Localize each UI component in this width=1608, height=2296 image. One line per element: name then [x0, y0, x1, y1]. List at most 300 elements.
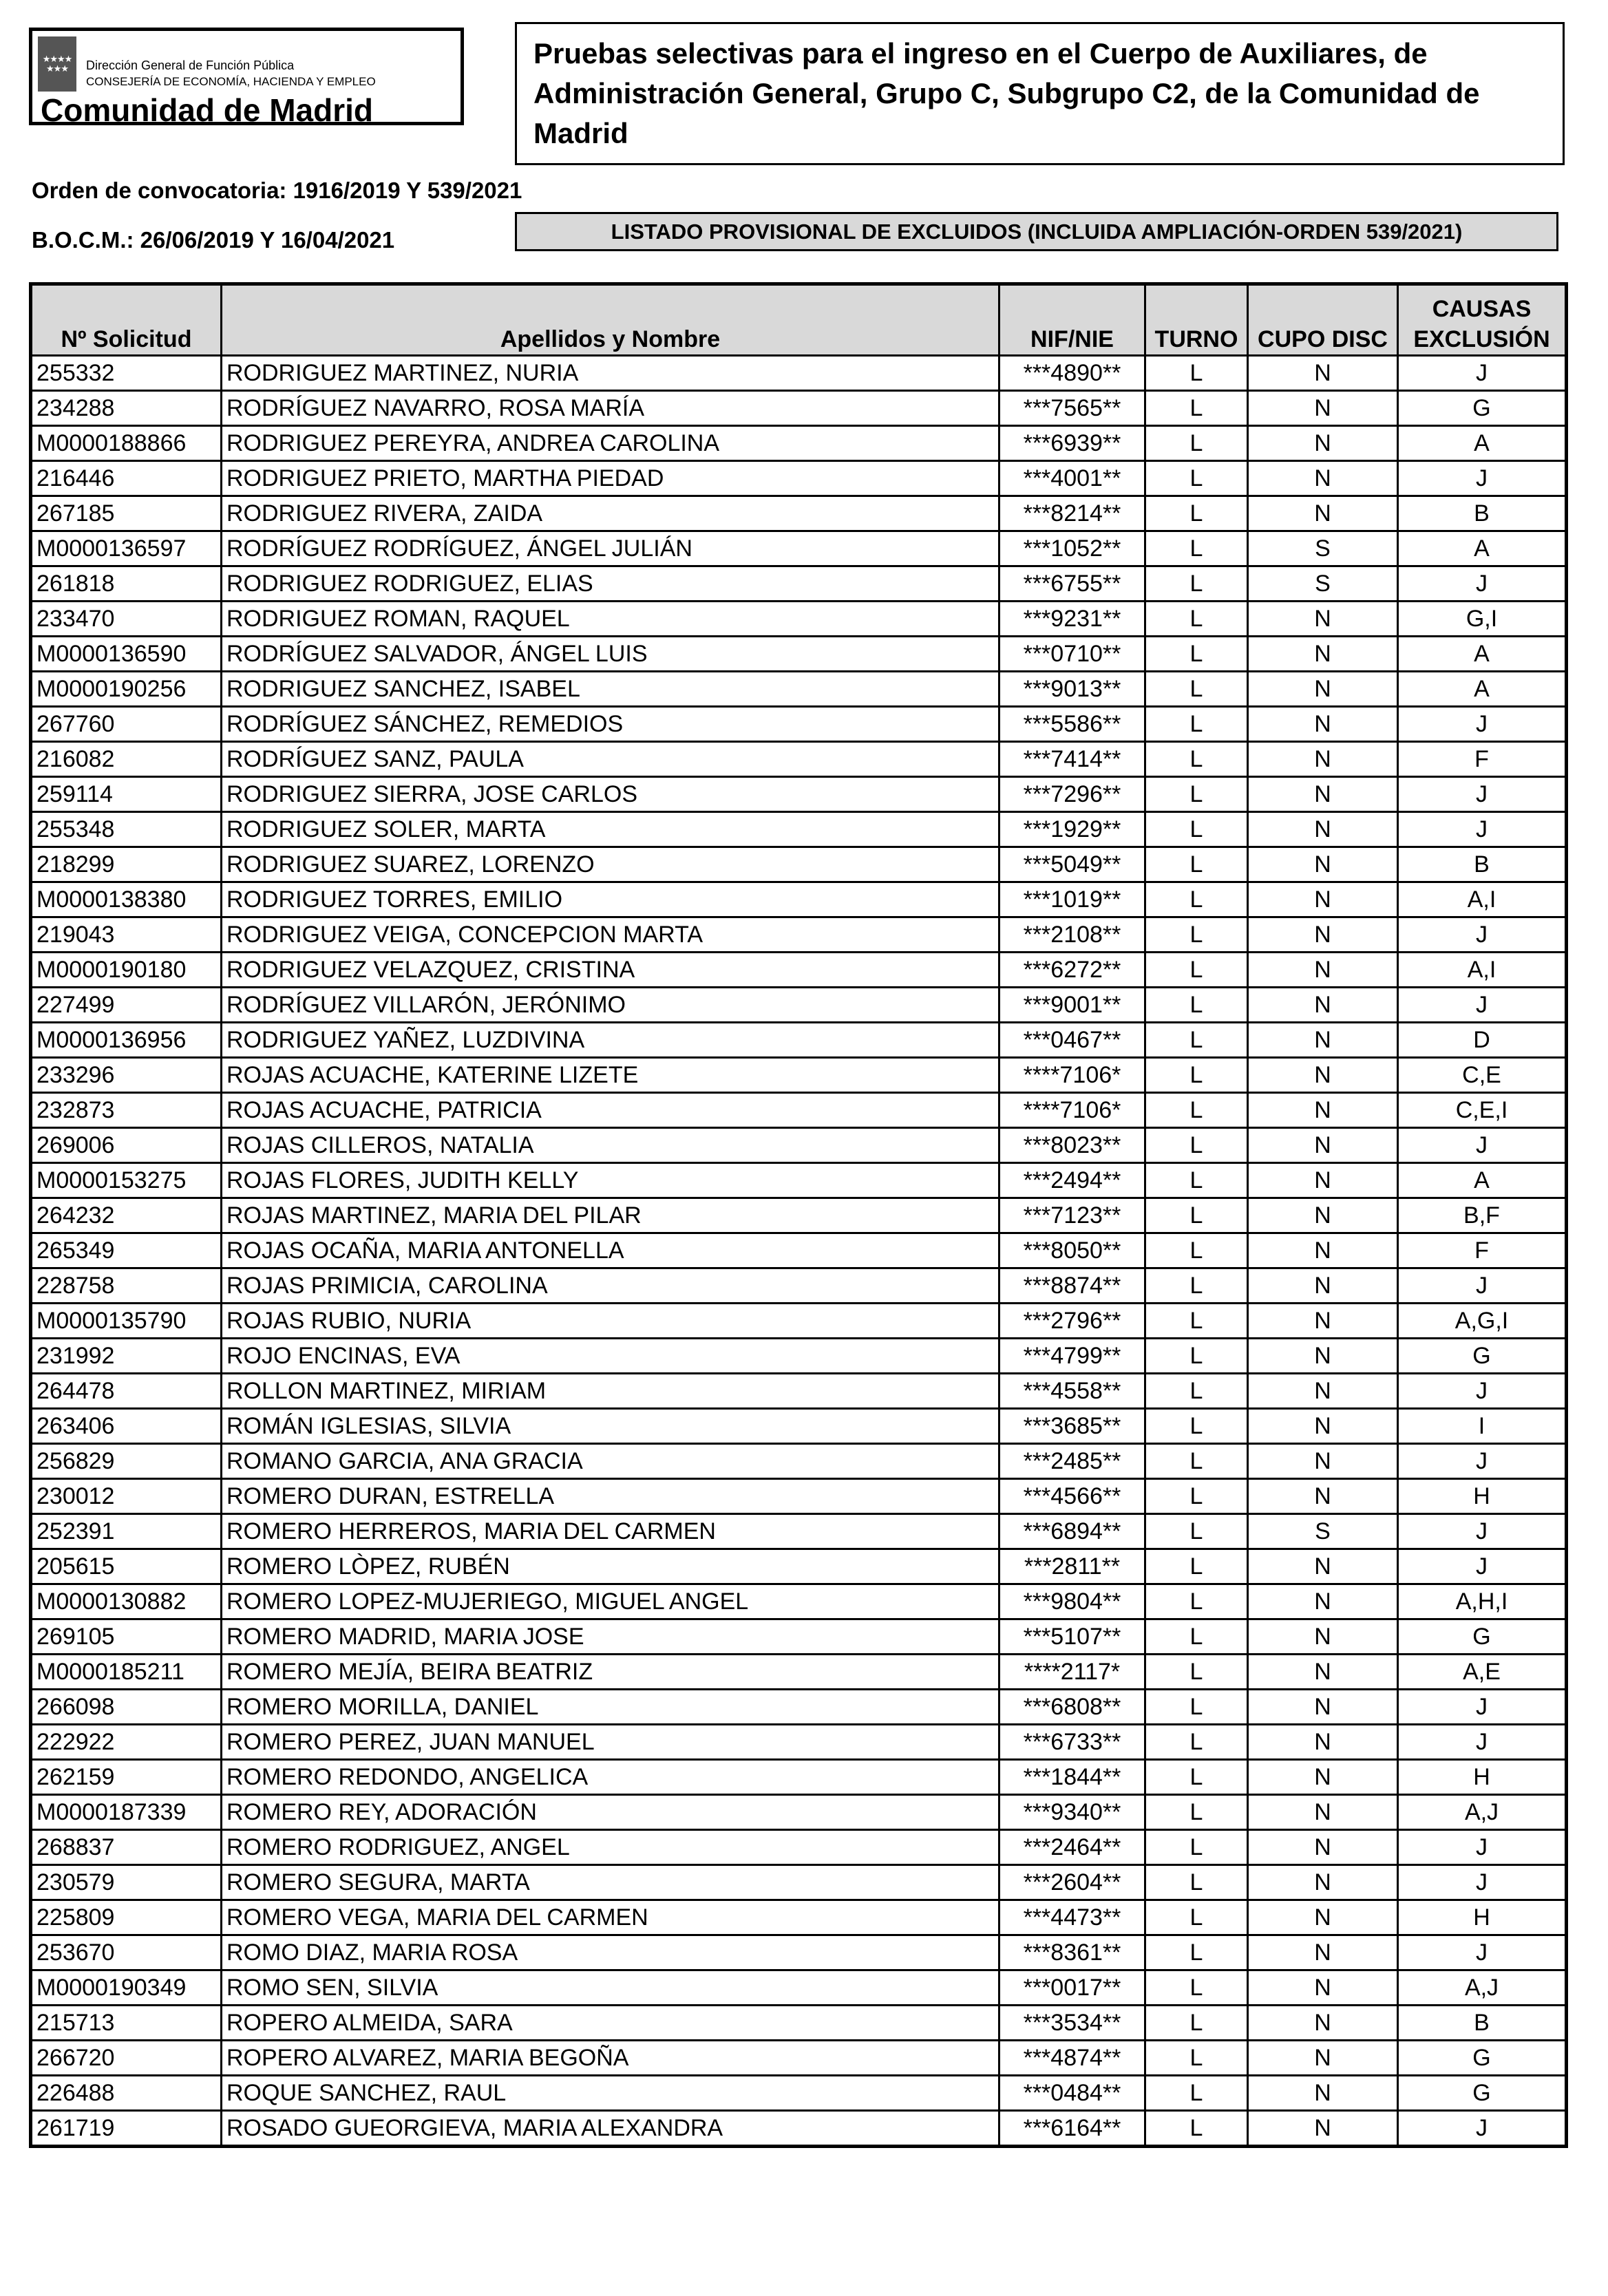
causas-cell: C,E [1398, 1058, 1567, 1093]
nombre-cell: ROJAS OCAÑA, MARIA ANTONELLA [222, 1233, 999, 1268]
nombre-cell: ROMERO MADRID, MARIA JOSE [222, 1619, 999, 1655]
cupo-cell: N [1248, 602, 1398, 637]
nombre-cell: ROMERO RODRIGUEZ, ANGEL [222, 1830, 999, 1865]
cupo-cell: N [1248, 1339, 1398, 1374]
turno-cell: L [1145, 953, 1248, 988]
nombre-cell: RODRIGUEZ SOLER, MARTA [222, 812, 999, 847]
table-row [31, 1479, 1567, 1514]
turno-cell: L [1145, 1584, 1248, 1619]
causas-cell: G [1398, 391, 1567, 426]
solicitud-cell: 216446 [31, 461, 222, 496]
solicitud-cell: M0000136956 [31, 1023, 222, 1058]
solicitud-cell: 222922 [31, 1725, 222, 1760]
solicitud-cell: M0000185211 [31, 1655, 222, 1690]
turno-cell: L [1145, 1058, 1248, 1093]
nombre-cell: ROMÁN IGLESIAS, SILVIA [222, 1409, 999, 1444]
nombre-cell: ROLLON MARTINEZ, MIRIAM [222, 1374, 999, 1409]
nif-cell: ***6272** [999, 953, 1145, 988]
solicitud-cell: 255332 [31, 356, 222, 391]
cupo-cell: N [1248, 1093, 1398, 1128]
solicitud-cell: 259114 [31, 777, 222, 812]
cupo-cell: N [1248, 1935, 1398, 1970]
table-row [31, 1233, 1567, 1268]
causas-cell: A,I [1398, 953, 1567, 988]
turno-cell: L [1145, 777, 1248, 812]
nombre-cell: ROMO DIAZ, MARIA ROSA [222, 1935, 999, 1970]
turno-cell: L [1145, 1795, 1248, 1830]
causas-cell: D [1398, 1023, 1567, 1058]
cupo-cell: N [1248, 847, 1398, 882]
nif-cell: ***5049** [999, 847, 1145, 882]
header-causas: CAUSAS EXCLUSIÓN [1398, 284, 1567, 356]
bocm-dates: B.O.C.M.: 26/06/2019 Y 16/04/2021 [32, 227, 395, 253]
solicitud-cell: M0000130882 [31, 1584, 222, 1619]
causas-cell: J [1398, 707, 1567, 742]
nif-cell: ***5107** [999, 1619, 1145, 1655]
turno-cell: L [1145, 1865, 1248, 1900]
table-row [31, 1514, 1567, 1549]
cupo-cell: N [1248, 1549, 1398, 1584]
nif-cell: ***0710** [999, 637, 1145, 672]
causas-cell: G [1398, 1619, 1567, 1655]
table-row [31, 917, 1567, 953]
cupo-cell: N [1248, 1900, 1398, 1935]
solicitud-cell: 219043 [31, 917, 222, 953]
cupo-cell: N [1248, 1128, 1398, 1163]
table-row [31, 1093, 1567, 1128]
table-row [31, 1830, 1567, 1865]
turno-cell: L [1145, 637, 1248, 672]
turno-cell: L [1145, 1163, 1248, 1198]
causas-cell: J [1398, 1725, 1567, 1760]
solicitud-cell: 269105 [31, 1619, 222, 1655]
causas-cell: G [1398, 2041, 1567, 2076]
nombre-cell: RODRIGUEZ RODRIGUEZ, ELIAS [222, 566, 999, 602]
solicitud-cell: 265349 [31, 1233, 222, 1268]
causas-cell: A,G,I [1398, 1304, 1567, 1339]
nif-cell: ***1019** [999, 882, 1145, 917]
nif-cell: ***6808** [999, 1690, 1145, 1725]
table-row [31, 461, 1567, 496]
table-row [31, 1584, 1567, 1619]
solicitud-cell: M0000188866 [31, 426, 222, 461]
header-turno: TURNO [1145, 284, 1248, 356]
turno-cell: L [1145, 1268, 1248, 1304]
causas-cell: A [1398, 637, 1567, 672]
turno-cell: L [1145, 1339, 1248, 1374]
causas-cell: J [1398, 1374, 1567, 1409]
turno-cell: L [1145, 1374, 1248, 1409]
cupo-cell: N [1248, 2076, 1398, 2111]
causas-cell: B [1398, 847, 1567, 882]
document-title: Pruebas selectivas para el ingreso en el Cuerpo de Auxiliares, de Administración General, Grupo C, Subgrupo C2, de la Comunidad de Madrid [515, 22, 1565, 165]
table-row [31, 988, 1567, 1023]
solicitud-cell: 261719 [31, 2111, 222, 2147]
causas-cell: J [1398, 1865, 1567, 1900]
header-nif: NIF/NIE [999, 284, 1145, 356]
nombre-cell: ROJAS ACUACHE, KATERINE LIZETE [222, 1058, 999, 1093]
nif-cell: ***4566** [999, 1479, 1145, 1514]
nif-cell: ***3534** [999, 2006, 1145, 2041]
nif-cell: ***6755** [999, 566, 1145, 602]
nombre-cell: ROJO ENCINAS, EVA [222, 1339, 999, 1374]
solicitud-cell: 269006 [31, 1128, 222, 1163]
nif-cell: ***4890** [999, 356, 1145, 391]
nombre-cell: ROMERO REDONDO, ANGELICA [222, 1760, 999, 1795]
cupo-cell: N [1248, 672, 1398, 707]
turno-cell: L [1145, 812, 1248, 847]
solicitud-cell: M0000136597 [31, 531, 222, 566]
logo-consejeria: CONSEJERÍA DE ECONOMÍA, HACIENDA Y EMPLEO [86, 75, 376, 88]
header-solicitud: Nº Solicitud [31, 284, 222, 356]
nombre-cell: ROQUE SANCHEZ, RAUL [222, 2076, 999, 2111]
turno-cell: L [1145, 2006, 1248, 2041]
solicitud-cell: M0000190180 [31, 953, 222, 988]
cupo-cell: N [1248, 1479, 1398, 1514]
cupo-cell: N [1248, 707, 1398, 742]
nombre-cell: ROJAS MARTINEZ, MARIA DEL PILAR [222, 1198, 999, 1233]
nombre-cell: ROJAS FLORES, JUDITH KELLY [222, 1163, 999, 1198]
turno-cell: L [1145, 1023, 1248, 1058]
cupo-cell: N [1248, 1058, 1398, 1093]
causas-cell: H [1398, 1760, 1567, 1795]
solicitud-cell: M0000187339 [31, 1795, 222, 1830]
nif-cell: ***0467** [999, 1023, 1145, 1058]
causas-cell: H [1398, 1479, 1567, 1514]
turno-cell: L [1145, 602, 1248, 637]
solicitud-cell: M0000190256 [31, 672, 222, 707]
solicitud-cell: 262159 [31, 1760, 222, 1795]
nif-cell: ****7106* [999, 1058, 1145, 1093]
nif-cell: ***2485** [999, 1444, 1145, 1479]
causas-cell: A,J [1398, 1970, 1567, 2006]
causas-cell: J [1398, 1268, 1567, 1304]
solicitud-cell: 230579 [31, 1865, 222, 1900]
solicitud-cell: 234288 [31, 391, 222, 426]
table-row [31, 1655, 1567, 1690]
turno-cell: L [1145, 1479, 1248, 1514]
nombre-cell: RODRÍGUEZ SALVADOR, ÁNGEL LUIS [222, 637, 999, 672]
turno-cell: L [1145, 426, 1248, 461]
solicitud-cell: 266720 [31, 2041, 222, 2076]
nif-cell: ***7565** [999, 391, 1145, 426]
nif-cell: ****2117* [999, 1655, 1145, 1690]
table-row [31, 1549, 1567, 1584]
turno-cell: L [1145, 1619, 1248, 1655]
turno-cell: L [1145, 356, 1248, 391]
turno-cell: L [1145, 1935, 1248, 1970]
causas-cell: C,E,I [1398, 1093, 1567, 1128]
table-row [31, 1760, 1567, 1795]
causas-cell: J [1398, 461, 1567, 496]
nombre-cell: RODRÍGUEZ SÁNCHEZ, REMEDIOS [222, 707, 999, 742]
orden-convocatoria: Orden de convocatoria: 1916/2019 Y 539/2021 [32, 178, 522, 203]
causas-cell: J [1398, 1935, 1567, 1970]
table-row [31, 1865, 1567, 1900]
solicitud-cell: 233296 [31, 1058, 222, 1093]
nif-cell: ***1844** [999, 1760, 1145, 1795]
causas-cell: B [1398, 496, 1567, 531]
table-row [31, 391, 1567, 426]
table-body [31, 356, 1567, 2147]
solicitud-cell: 215713 [31, 2006, 222, 2041]
nombre-cell: RODRIGUEZ SUAREZ, LORENZO [222, 847, 999, 882]
nif-cell: ***0484** [999, 2076, 1145, 2111]
table-row [31, 1268, 1567, 1304]
nombre-cell: ROSADO GUEORGIEVA, MARIA ALEXANDRA [222, 2111, 999, 2147]
cupo-cell: N [1248, 917, 1398, 953]
turno-cell: L [1145, 1444, 1248, 1479]
nombre-cell: ROPERO ALMEIDA, SARA [222, 2006, 999, 2041]
turno-cell: L [1145, 1725, 1248, 1760]
logo-comunidad: Comunidad de Madrid [41, 92, 373, 128]
nif-cell: ***8874** [999, 1268, 1145, 1304]
solicitud-cell: 228758 [31, 1268, 222, 1304]
causas-cell: A,J [1398, 1795, 1567, 1830]
nif-cell: ***4001** [999, 461, 1145, 496]
causas-cell: G [1398, 1339, 1567, 1374]
turno-cell: L [1145, 531, 1248, 566]
solicitud-cell: 227499 [31, 988, 222, 1023]
table-row [31, 1304, 1567, 1339]
table-row [31, 953, 1567, 988]
causas-cell: J [1398, 2111, 1567, 2147]
cupo-cell: S [1248, 566, 1398, 602]
table-row [31, 1690, 1567, 1725]
nombre-cell: ROMERO MEJÍA, BEIRA BEATRIZ [222, 1655, 999, 1690]
nombre-cell: ROJAS CILLEROS, NATALIA [222, 1128, 999, 1163]
causas-cell: I [1398, 1409, 1567, 1444]
nombre-cell: RODRIGUEZ MARTINEZ, NURIA [222, 356, 999, 391]
cupo-cell: N [1248, 1584, 1398, 1619]
nombre-cell: ROMERO HERREROS, MARIA DEL CARMEN [222, 1514, 999, 1549]
table-row [31, 2006, 1567, 2041]
nif-cell: ***5586** [999, 707, 1145, 742]
causas-cell: J [1398, 1128, 1567, 1163]
table-row [31, 1058, 1567, 1093]
nif-cell: ***2464** [999, 1830, 1145, 1865]
causas-cell: A,H,I [1398, 1584, 1567, 1619]
table-row [31, 707, 1567, 742]
nombre-cell: RODRÍGUEZ SANZ, PAULA [222, 742, 999, 777]
cupo-cell: N [1248, 1865, 1398, 1900]
turno-cell: L [1145, 742, 1248, 777]
excluded-list-table [29, 282, 1568, 2148]
cupo-cell: N [1248, 426, 1398, 461]
logo-direccion: Dirección General de Función Pública [86, 59, 295, 72]
nombre-cell: RODRIGUEZ SANCHEZ, ISABEL [222, 672, 999, 707]
table-row [31, 777, 1567, 812]
table-row [31, 1374, 1567, 1409]
header-cupo: CUPO DISC [1248, 284, 1398, 356]
solicitud-cell: M0000135790 [31, 1304, 222, 1339]
table-row [31, 1444, 1567, 1479]
turno-cell: L [1145, 1655, 1248, 1690]
table-row [31, 847, 1567, 882]
turno-cell: L [1145, 1514, 1248, 1549]
cupo-cell: N [1248, 1374, 1398, 1409]
causas-cell: J [1398, 812, 1567, 847]
nif-cell: ***4874** [999, 2041, 1145, 2076]
turno-cell: L [1145, 1128, 1248, 1163]
solicitud-cell: 252391 [31, 1514, 222, 1549]
solicitud-cell: 231992 [31, 1339, 222, 1374]
header-nombre: Apellidos y Nombre [222, 284, 999, 356]
nif-cell: ***3685** [999, 1409, 1145, 1444]
causas-cell: J [1398, 1549, 1567, 1584]
table-row [31, 1023, 1567, 1058]
nombre-cell: RODRÍGUEZ RODRÍGUEZ, ÁNGEL JULIÁN [222, 531, 999, 566]
causas-cell: A [1398, 1163, 1567, 1198]
nif-cell: ***7296** [999, 777, 1145, 812]
cupo-cell: N [1248, 1268, 1398, 1304]
nombre-cell: ROMERO DURAN, ESTRELLA [222, 1479, 999, 1514]
causas-cell: A [1398, 531, 1567, 566]
turno-cell: L [1145, 1549, 1248, 1584]
cupo-cell: N [1248, 1163, 1398, 1198]
nombre-cell: ROMERO SEGURA, MARTA [222, 1865, 999, 1900]
nif-cell: ***4799** [999, 1339, 1145, 1374]
nif-cell: ***8214** [999, 496, 1145, 531]
nif-cell: ***4473** [999, 1900, 1145, 1935]
solicitud-cell: 255348 [31, 812, 222, 847]
turno-cell: L [1145, 847, 1248, 882]
nombre-cell: RODRIGUEZ PRIETO, MARTHA PIEDAD [222, 461, 999, 496]
table-row [31, 2076, 1567, 2111]
nombre-cell: ROPERO ALVAREZ, MARIA BEGOÑA [222, 2041, 999, 2076]
nif-cell: ***2796** [999, 1304, 1145, 1339]
cupo-cell: N [1248, 1409, 1398, 1444]
table-row [31, 1198, 1567, 1233]
nif-cell: ****7106* [999, 1093, 1145, 1128]
causas-cell: A [1398, 426, 1567, 461]
table-row [31, 531, 1567, 566]
comunidad-de-madrid-logo [29, 28, 464, 128]
cupo-cell: N [1248, 1830, 1398, 1865]
cupo-cell: N [1248, 1444, 1398, 1479]
solicitud-cell: 226488 [31, 2076, 222, 2111]
nombre-cell: ROMERO PEREZ, JUAN MANUEL [222, 1725, 999, 1760]
nombre-cell: ROMERO VEGA, MARIA DEL CARMEN [222, 1900, 999, 1935]
solicitud-cell: 253670 [31, 1935, 222, 1970]
nombre-cell: ROJAS RUBIO, NURIA [222, 1304, 999, 1339]
turno-cell: L [1145, 917, 1248, 953]
turno-cell: L [1145, 2076, 1248, 2111]
turno-cell: L [1145, 2111, 1248, 2147]
turno-cell: L [1145, 391, 1248, 426]
nombre-cell: RODRIGUEZ SIERRA, JOSE CARLOS [222, 777, 999, 812]
table-row [31, 1619, 1567, 1655]
causas-cell: A,I [1398, 882, 1567, 917]
nombre-cell: RODRIGUEZ YAÑEZ, LUZDIVINA [222, 1023, 999, 1058]
solicitud-cell: 261818 [31, 566, 222, 602]
nombre-cell: RODRÍGUEZ VILLARÓN, JERÓNIMO [222, 988, 999, 1023]
causas-cell: J [1398, 356, 1567, 391]
turno-cell: L [1145, 1970, 1248, 2006]
cupo-cell: N [1248, 2006, 1398, 2041]
turno-cell: L [1145, 882, 1248, 917]
nif-cell: ***9231** [999, 602, 1145, 637]
table-row [31, 882, 1567, 917]
nif-cell: ***9013** [999, 672, 1145, 707]
cupo-cell: N [1248, 496, 1398, 531]
nif-cell: ***8023** [999, 1128, 1145, 1163]
solicitud-cell: 264478 [31, 1374, 222, 1409]
nombre-cell: ROJAS ACUACHE, PATRICIA [222, 1093, 999, 1128]
table-row [31, 1900, 1567, 1935]
solicitud-cell: 232873 [31, 1093, 222, 1128]
nombre-cell: RODRIGUEZ TORRES, EMILIO [222, 882, 999, 917]
nif-cell: ***2494** [999, 1163, 1145, 1198]
causas-cell: J [1398, 1514, 1567, 1549]
solicitud-cell: M0000136590 [31, 637, 222, 672]
turno-cell: L [1145, 1233, 1248, 1268]
cupo-cell: S [1248, 531, 1398, 566]
causas-cell: A [1398, 672, 1567, 707]
solicitud-cell: 267760 [31, 707, 222, 742]
solicitud-cell: 256829 [31, 1444, 222, 1479]
causas-cell: J [1398, 917, 1567, 953]
nombre-cell: ROMANO GARCIA, ANA GRACIA [222, 1444, 999, 1479]
nif-cell: ***9804** [999, 1584, 1145, 1619]
nombre-cell: ROMERO MORILLA, DANIEL [222, 1690, 999, 1725]
cupo-cell: N [1248, 1690, 1398, 1725]
causas-cell: J [1398, 1444, 1567, 1479]
nombre-cell: ROMO SEN, SILVIA [222, 1970, 999, 2006]
table-row [31, 426, 1567, 461]
solicitud-cell: 264232 [31, 1198, 222, 1233]
cupo-cell: N [1248, 812, 1398, 847]
cupo-cell: N [1248, 1304, 1398, 1339]
table-row [31, 637, 1567, 672]
turno-cell: L [1145, 496, 1248, 531]
turno-cell: L [1145, 988, 1248, 1023]
cupo-cell: N [1248, 1233, 1398, 1268]
cupo-cell: N [1248, 2041, 1398, 2076]
nif-cell: ***6164** [999, 2111, 1145, 2147]
cupo-cell: N [1248, 637, 1398, 672]
table-row [31, 602, 1567, 637]
causas-cell: G,I [1398, 602, 1567, 637]
nombre-cell: RODRIGUEZ PEREYRA, ANDREA CAROLINA [222, 426, 999, 461]
causas-cell: G [1398, 2076, 1567, 2111]
nif-cell: ***2604** [999, 1865, 1145, 1900]
cupo-cell: N [1248, 356, 1398, 391]
cupo-cell: N [1248, 1725, 1398, 1760]
turno-cell: L [1145, 1900, 1248, 1935]
solicitud-cell: 225809 [31, 1900, 222, 1935]
turno-cell: L [1145, 1760, 1248, 1795]
cupo-cell: N [1248, 2111, 1398, 2147]
causas-cell: F [1398, 742, 1567, 777]
cupo-cell: N [1248, 1760, 1398, 1795]
table-row [31, 1725, 1567, 1760]
listado-heading: LISTADO PROVISIONAL DE EXCLUIDOS (INCLUIDA AMPLIACIÓN-ORDEN 539/2021) [515, 212, 1558, 251]
causas-cell: B,F [1398, 1198, 1567, 1233]
turno-cell: L [1145, 672, 1248, 707]
solicitud-cell: M0000138380 [31, 882, 222, 917]
turno-cell: L [1145, 1304, 1248, 1339]
nif-cell: ***6894** [999, 1514, 1145, 1549]
nombre-cell: RODRIGUEZ VEIGA, CONCEPCION MARTA [222, 917, 999, 953]
nombre-cell: ROMERO LOPEZ-MUJERIEGO, MIGUEL ANGEL [222, 1584, 999, 1619]
turno-cell: L [1145, 1830, 1248, 1865]
cupo-cell: N [1248, 1619, 1398, 1655]
table-row [31, 1339, 1567, 1374]
solicitud-cell: 233470 [31, 602, 222, 637]
nif-cell: ***0017** [999, 1970, 1145, 2006]
nif-cell: ***1929** [999, 812, 1145, 847]
